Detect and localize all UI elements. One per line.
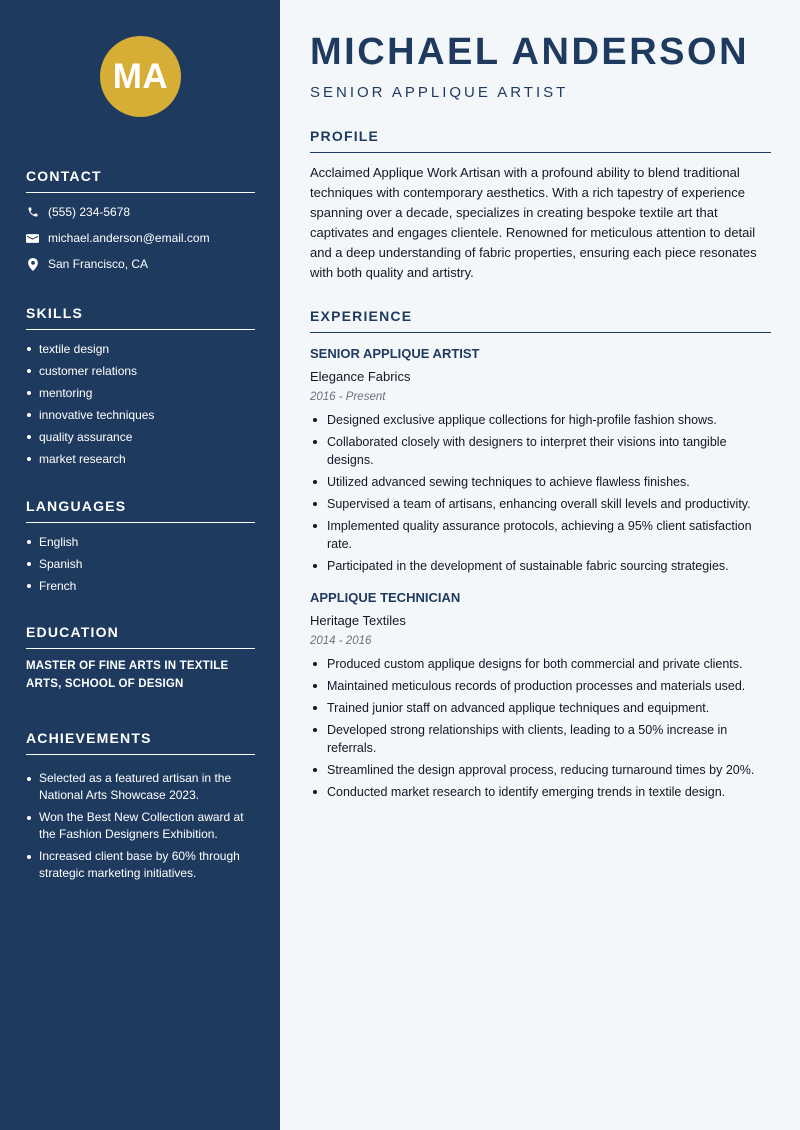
job-dates: 2014 - 2016 <box>310 635 372 647</box>
skill-item: customer relations <box>26 360 255 382</box>
location-pin-icon <box>26 258 39 271</box>
email-text: michael.anderson@email.com <box>48 231 210 245</box>
contact-location <box>26 251 255 277</box>
job-bullet: Designed exclusive applique collections for high-profile fashion shows. <box>310 411 771 429</box>
languages-list <box>26 531 255 597</box>
profile-text: Acclaimed Applique Work Artisan with a profound ability to blend traditional techniques with contemporary aesthetics. With a rich tapestry of experience spanning over a decade, specializes in creating bespoke textile art that captivates and engages clientele. Renowned for meticulous attention to detail and a deep understanding of fabric properties, ensuring each piece resonates with both quality and artistry. <box>310 165 757 280</box>
contact-heading: CONTACT <box>26 168 255 193</box>
job-company: Elegance Fabrics <box>310 369 411 384</box>
education-section <box>26 624 255 693</box>
profile-heading: PROFILE <box>310 128 771 153</box>
skill-item: market research <box>26 448 255 470</box>
job-entry <box>310 345 771 575</box>
job-dates: 2016 - Present <box>310 391 386 403</box>
candidate-role: SENIOR APPLIQUE ARTIST <box>310 84 569 101</box>
job-title: SENIOR APPLIQUE ARTIST <box>310 346 480 361</box>
job-bullet: Collaborated closely with designers to interpret their visions into tangible designs. <box>310 433 771 469</box>
languages-section <box>26 498 255 597</box>
contact-email <box>26 225 255 251</box>
job-bullet: Developed strong relationships with clients, leading to a 50% increase in referrals. <box>310 721 771 757</box>
job-bullet: Conducted market research to identify emerging trends in textile design. <box>310 783 771 801</box>
contact-section <box>26 168 255 277</box>
skill-item: mentoring <box>26 382 255 404</box>
sidebar <box>0 0 280 1130</box>
job-bullet: Supervised a team of artisans, enhancing overall skill levels and productivity. <box>310 495 771 513</box>
job-company: Heritage Textiles <box>310 613 406 628</box>
language-item: French <box>26 575 255 597</box>
candidate-name: MICHAEL ANDERSON <box>310 31 750 73</box>
skill-item: textile design <box>26 338 255 360</box>
education-heading: EDUCATION <box>26 624 255 649</box>
contact-phone <box>26 199 255 225</box>
language-item: Spanish <box>26 553 255 575</box>
job-bullet: Trained junior staff on advanced applique techniques and equipment. <box>310 699 771 717</box>
experience-heading: EXPERIENCE <box>310 308 771 333</box>
job-bullets <box>310 411 771 575</box>
experience-section <box>310 308 771 805</box>
email-icon <box>26 232 39 245</box>
languages-heading: LANGUAGES <box>26 498 255 523</box>
achievements-heading: ACHIEVEMENTS <box>26 730 255 755</box>
achievements-section <box>26 730 255 887</box>
education-degree: MASTER OF FINE ARTS IN TEXTILE ARTS, SCHOOL OF DESIGN <box>26 660 229 690</box>
phone-icon <box>26 206 39 219</box>
achievement-item: Selected as a featured artisan in the National Arts Showcase 2023. <box>26 770 255 804</box>
avatar: MA <box>100 36 181 117</box>
job-bullet: Streamlined the design approval process, reducing turnaround times by 20%. <box>310 761 771 779</box>
achievement-item: Increased client base by 60% through strategic marketing initiatives. <box>26 848 255 882</box>
job-bullet: Produced custom applique designs for both commercial and private clients. <box>310 655 771 673</box>
job-bullets <box>310 655 771 801</box>
skills-section <box>26 305 255 470</box>
phone-text: (555) 234-5678 <box>48 205 131 219</box>
job-bullet: Utilized advanced sewing techniques to achieve flawless finishes. <box>310 473 771 491</box>
job-title: APPLIQUE TECHNICIAN <box>310 590 461 605</box>
job-bullet: Participated in the development of sustainable fabric sourcing strategies. <box>310 557 771 575</box>
achievement-item: Won the Best New Collection award at the Fashion Designers Exhibition. <box>26 809 255 843</box>
job-entry <box>310 589 771 801</box>
achievements-list <box>26 770 255 882</box>
skills-heading: SKILLS <box>26 305 255 330</box>
location-text: San Francisco, CA <box>48 257 149 271</box>
profile-section <box>310 128 771 283</box>
skills-list <box>26 338 255 470</box>
language-item: English <box>26 531 255 553</box>
skill-item: innovative techniques <box>26 404 255 426</box>
job-bullet: Maintained meticulous records of production processes and materials used. <box>310 677 771 695</box>
job-bullet: Implemented quality assurance protocols, achieving a 95% client satisfaction rate. <box>310 517 771 553</box>
skill-item: quality assurance <box>26 426 255 448</box>
